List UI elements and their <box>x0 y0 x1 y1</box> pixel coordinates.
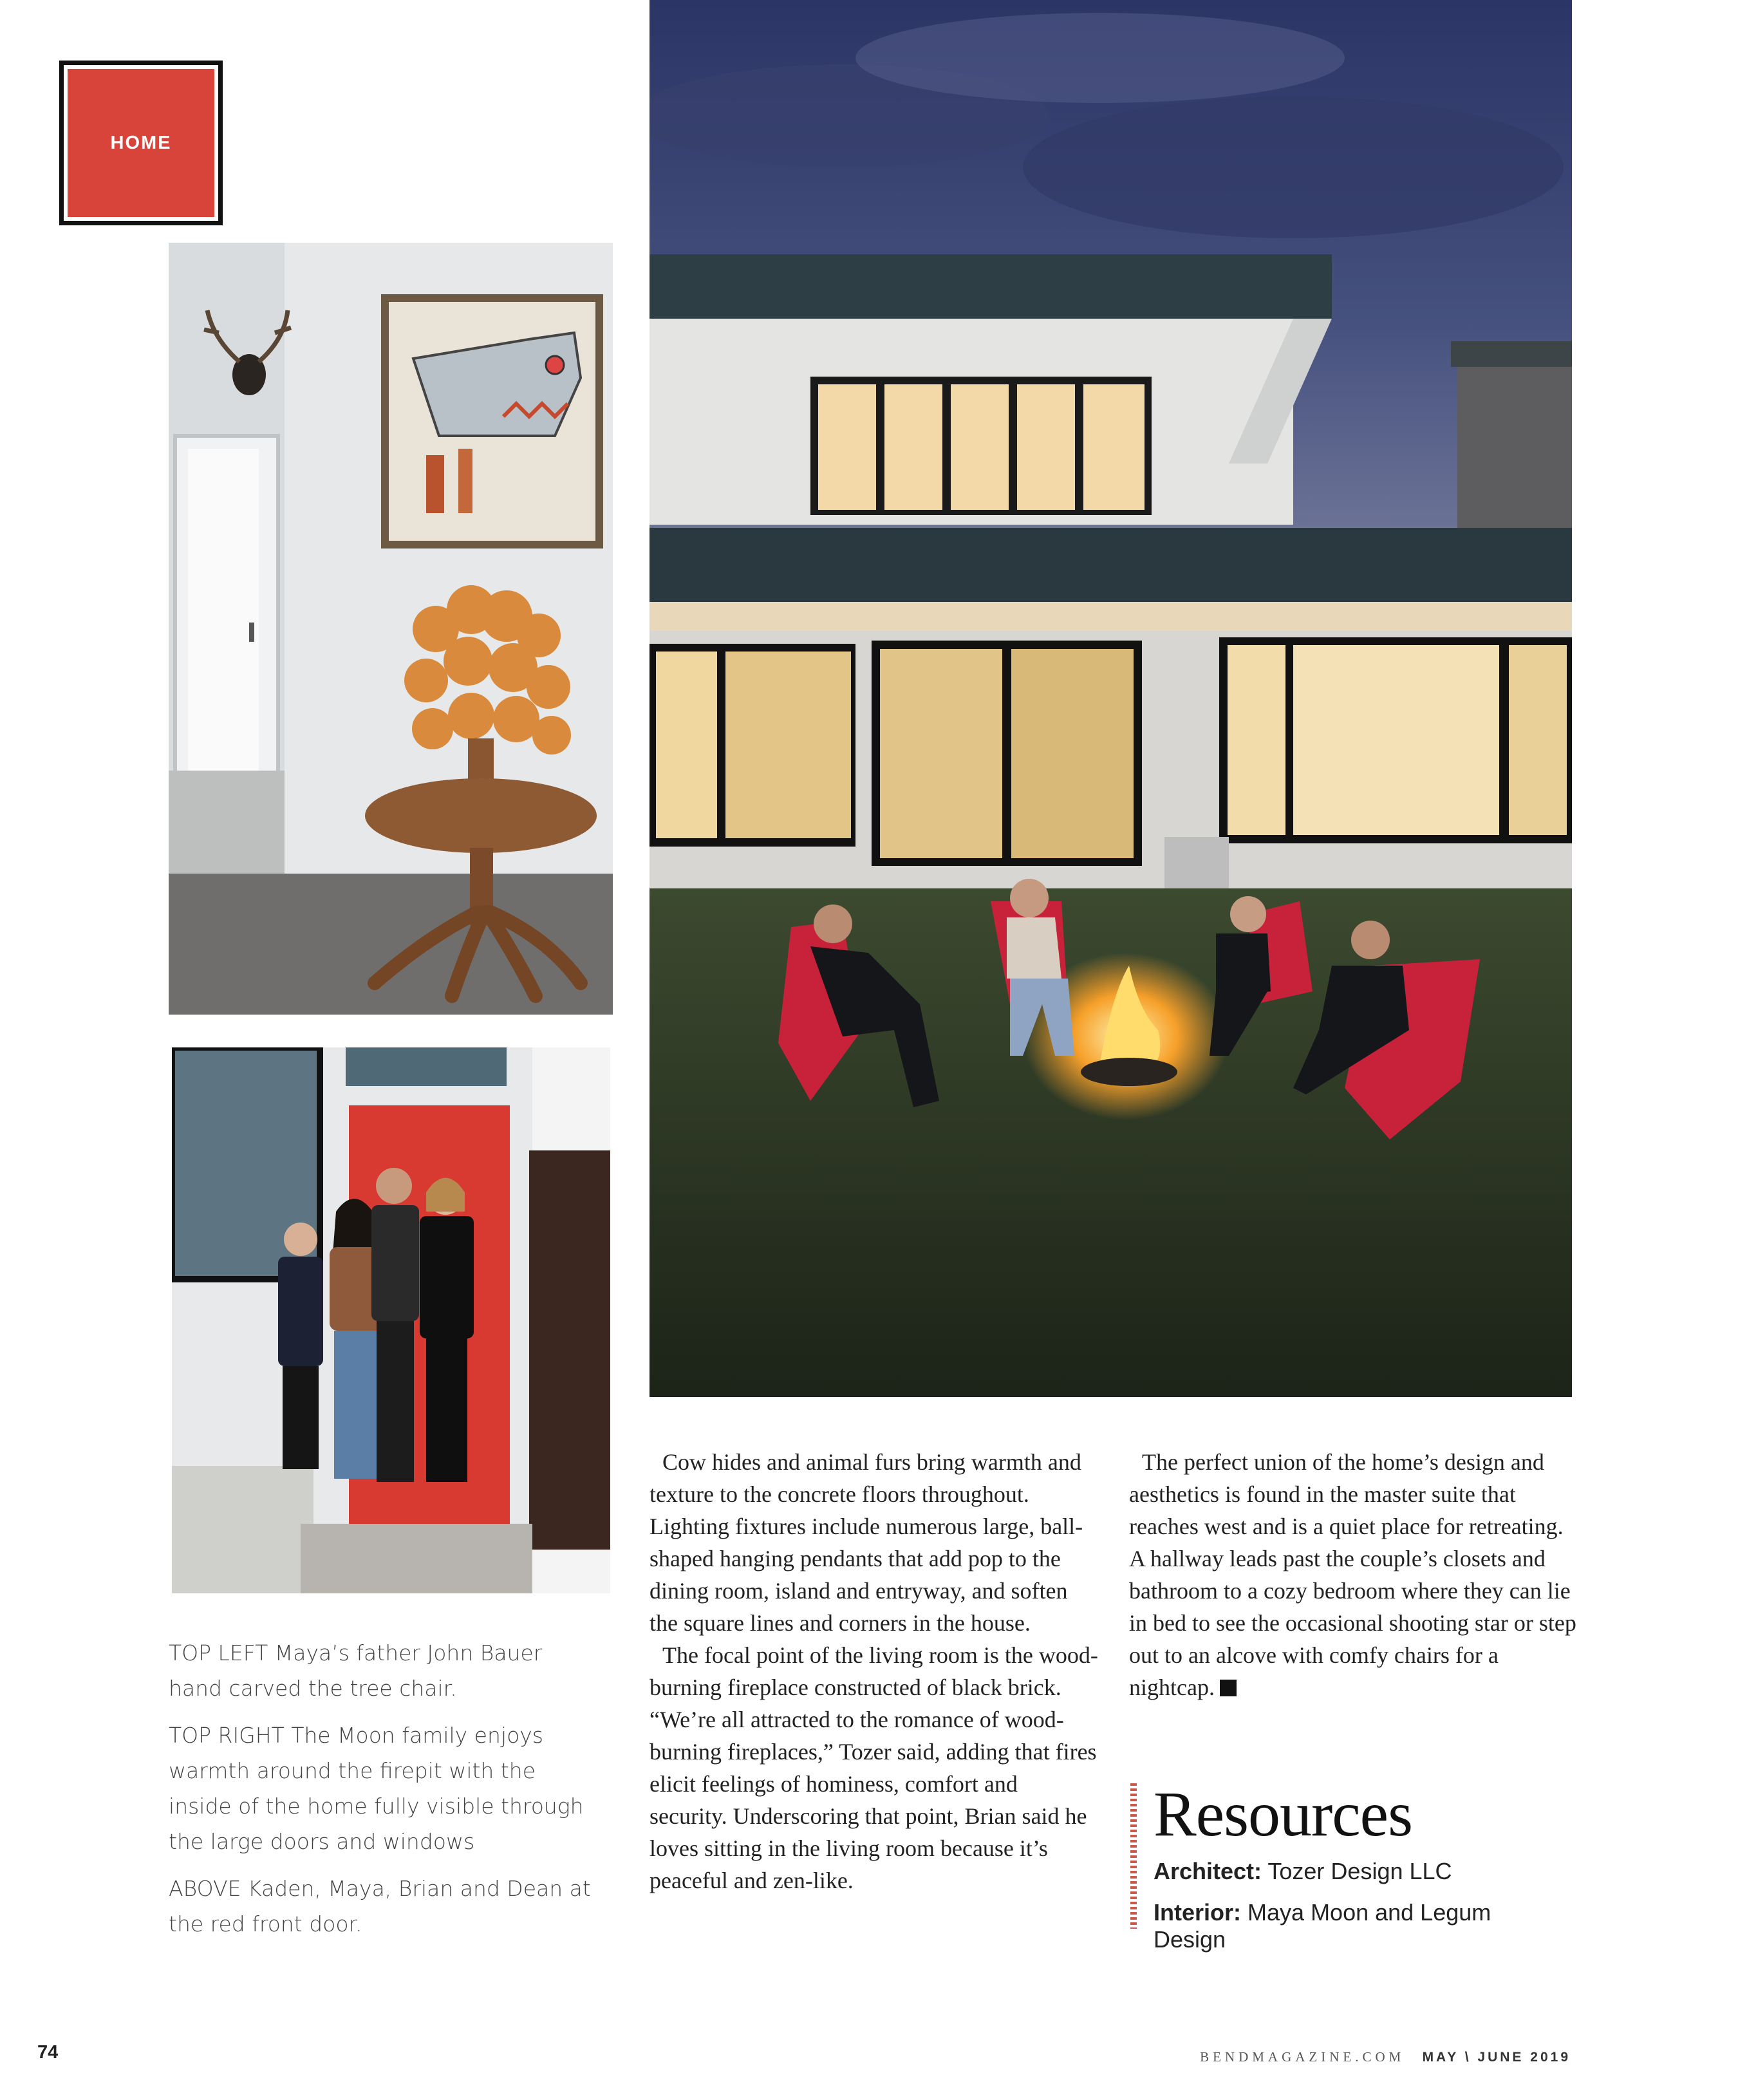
section-label: HOME <box>110 132 172 153</box>
firepit-illustration <box>649 0 1572 1397</box>
footer-issue: MAY \ JUNE 2019 <box>1422 2050 1571 2065</box>
caption-above: ABOVE Kaden, Maya, Brian and Dean at the red front door. <box>169 1876 591 1936</box>
footer-site: BENDMAGAZINE.COM <box>1200 2049 1405 2065</box>
caption-top-left: TOP LEFT Maya’s father John Bauer hand carved the tree chair. <box>169 1640 543 1701</box>
family-illustration <box>172 1047 610 1593</box>
tree-chair-illustration <box>169 243 613 1015</box>
footer-folio <box>1200 2049 1571 2065</box>
interior-label: Interior: <box>1154 1899 1242 1926</box>
caption-top-right: TOP RIGHT The Moon family enjoys warmth around the firepit with the inside of the home fully visible through the large doors and windows <box>169 1723 584 1854</box>
article-column-1 <box>649 1446 1100 1897</box>
article-paragraph-closing <box>1129 1446 1580 1703</box>
family-photo <box>172 1047 610 1593</box>
article-column-2 <box>1129 1446 1580 1703</box>
interior-value: Maya Moon and Legum Design <box>1154 1899 1491 1953</box>
resources-interior <box>1154 1899 1567 1953</box>
firepit-house-photo <box>649 0 1572 1397</box>
photo-captions <box>169 1635 593 1953</box>
end-mark-icon <box>1220 1680 1237 1696</box>
tree-chair-photo <box>169 243 613 1015</box>
article-paragraph-text: The perfect union of the home’s design and aesthetics is found in the master suite that reaches west and is a quiet place for retreating. A hallway leads past the couple’s closets and bathroom to a cozy bedroom where they can lie in bed to see the occasional shooting star or step out to an alcove with comfy chairs for a nightcap. <box>1129 1449 1576 1700</box>
architect-value: Tozer Design LLC <box>1267 1858 1452 1884</box>
section-badge <box>59 61 223 225</box>
architect-label: Architect: <box>1154 1858 1262 1884</box>
page-number: 74 <box>37 2042 59 2063</box>
resources-box <box>1129 1778 1567 1953</box>
article-paragraph: Cow hides and animal furs bring warmth and texture to the concrete floors throughout. Lighting fixtures include numerous large, ball-shaped hanging pendants that add pop to the dining room, island and entryway, and soften the square lines and corners in the house. <box>649 1449 1083 1636</box>
article-paragraph: The focal point of the living room is the wood-burning fireplace constructed of black brick. “We’re all attracted to the romance of wood-burning fireplaces,” Tozer said, adding that fires elicit feelings of hominess, comfort and security. Underscoring that point, Brian said he loves sitting in the living room because it’s peaceful and zen-like. <box>649 1642 1098 1893</box>
resources-architect <box>1154 1858 1452 1885</box>
section-badge-fill <box>68 69 214 217</box>
resources-title: Resources <box>1154 1778 1412 1850</box>
resources-accent-bar <box>1130 1783 1137 1929</box>
